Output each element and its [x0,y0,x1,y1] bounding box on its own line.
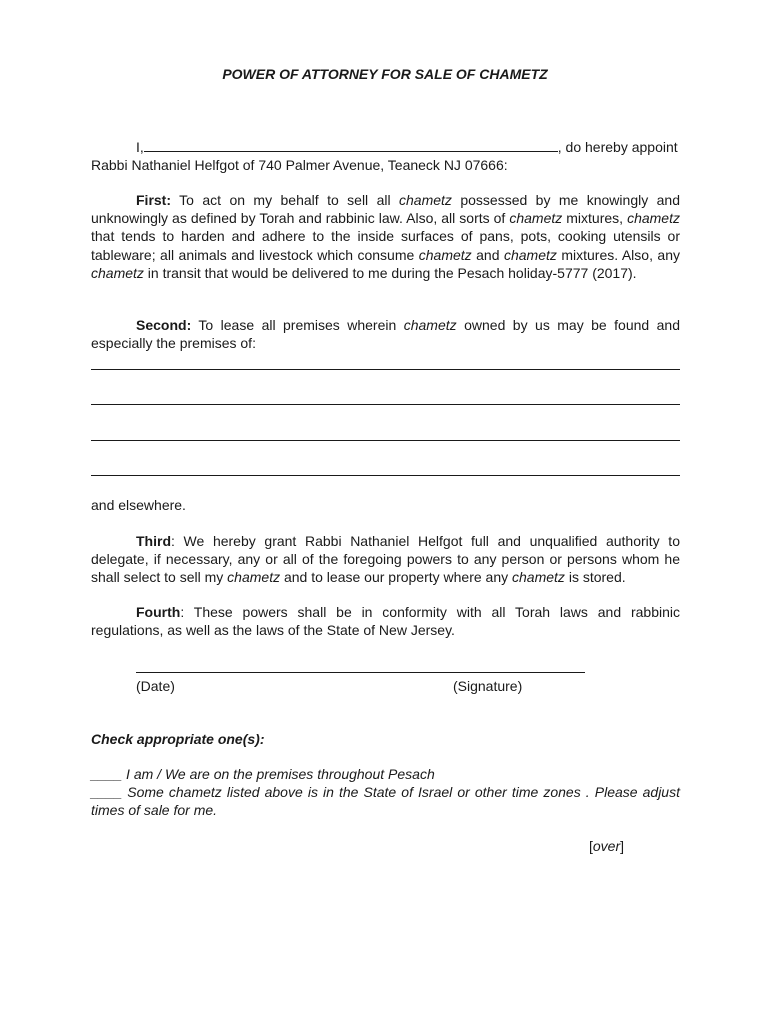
third-text-1: : We hereby grant Rabbi Nathaniel Helfgot full and unqualified authority to delegate, if necessary, any or all of the foregoing powers to any person or persons whom he shall select to sell my [91,533,680,586]
first-chametz-6: chametz [91,264,144,281]
premises-blank-line-2[interactable] [91,404,680,405]
fourth-label: Fourth [136,604,181,620]
name-blank-field[interactable] [144,151,558,152]
first-chametz-3: chametz [627,210,680,227]
premises-blank-line-1[interactable] [91,369,680,370]
third-text-2: and to lease our property where any [280,569,513,586]
first-text-6: mixtures. Also, any [556,246,680,263]
date-signature-blank-line[interactable] [136,672,585,673]
first-chametz-4: chametz [418,246,472,263]
page-title: POWER OF ATTORNEY FOR SALE OF CHAMETZ [222,66,548,82]
check-option-1-text: I am / We are on the premises throughout Pesach [122,766,435,782]
elsewhere-text: and elsewhere. [91,497,186,513]
first-chametz-2: chametz [509,210,563,227]
first-chametz-1: chametz [399,192,452,208]
first-text-7: in transit that would be delivered to me during the Pesach holiday-5777 (2017). [143,264,637,281]
first-text-1: To act on my behalf to sell all [171,192,399,208]
premises-blank-line-3[interactable] [91,440,680,441]
check-option-1[interactable] [91,765,435,783]
fourth-paragraph [91,603,680,639]
check-option-2-blank[interactable]: ____ [91,784,123,800]
intro-suffix: , do hereby appoint [557,139,678,155]
date-label: (Date) [136,678,175,694]
premises-blank-line-4[interactable] [91,475,680,476]
second-text-1: To lease all premises wherein [191,317,404,333]
appointee-line: Rabbi Nathaniel Helfgot of 740 Palmer Avenue, Teaneck NJ 07666: [91,157,508,173]
over-close-bracket: ] [620,838,625,854]
third-label: Third [136,533,171,549]
intro-prefix: I, [136,139,144,155]
second-paragraph [91,316,680,352]
third-text-3: is stored. [564,569,626,586]
first-label: First: [136,192,171,208]
second-text-2: owned by us may be found and especially the premises of: [91,317,681,352]
first-text-3: mixtures, [562,210,628,227]
fourth-text-1: : These powers shall be in conformity with all Torah laws and rabbinic regulations, as well as the laws of the State of New Jersey. [91,604,680,639]
first-paragraph [91,191,680,282]
first-text-2: possessed by me knowingly and unknowingly as defined by Torah and rabbinic law. Also, all sorts of [91,192,680,227]
check-option-2[interactable] [91,783,680,819]
second-chametz-1: chametz [403,317,457,333]
first-chametz-5: chametz [503,246,557,263]
over-note [589,837,624,855]
appointer-line [136,138,678,156]
third-chametz-1: chametz [227,569,281,586]
second-label: Second: [136,317,192,333]
check-option-2-text: Some chametz listed above is in the State of Israel or other time zones . Please adjust times of sale for me. [91,784,680,819]
check-option-1-blank[interactable]: ____ [91,766,123,782]
over-open-bracket: [ [589,838,593,854]
first-text-5: and [471,246,504,263]
check-heading: Check appropriate one(s): [91,731,265,747]
third-chametz-2: chametz [512,569,565,586]
over-text: over [592,838,621,854]
signature-label: (Signature) [453,678,523,694]
third-paragraph [91,532,680,587]
first-text-4: that tends to harden and adhere to the inside surfaces of pans, pots, cooking utensils or tableware; all animals and livestock which consume [91,228,680,263]
